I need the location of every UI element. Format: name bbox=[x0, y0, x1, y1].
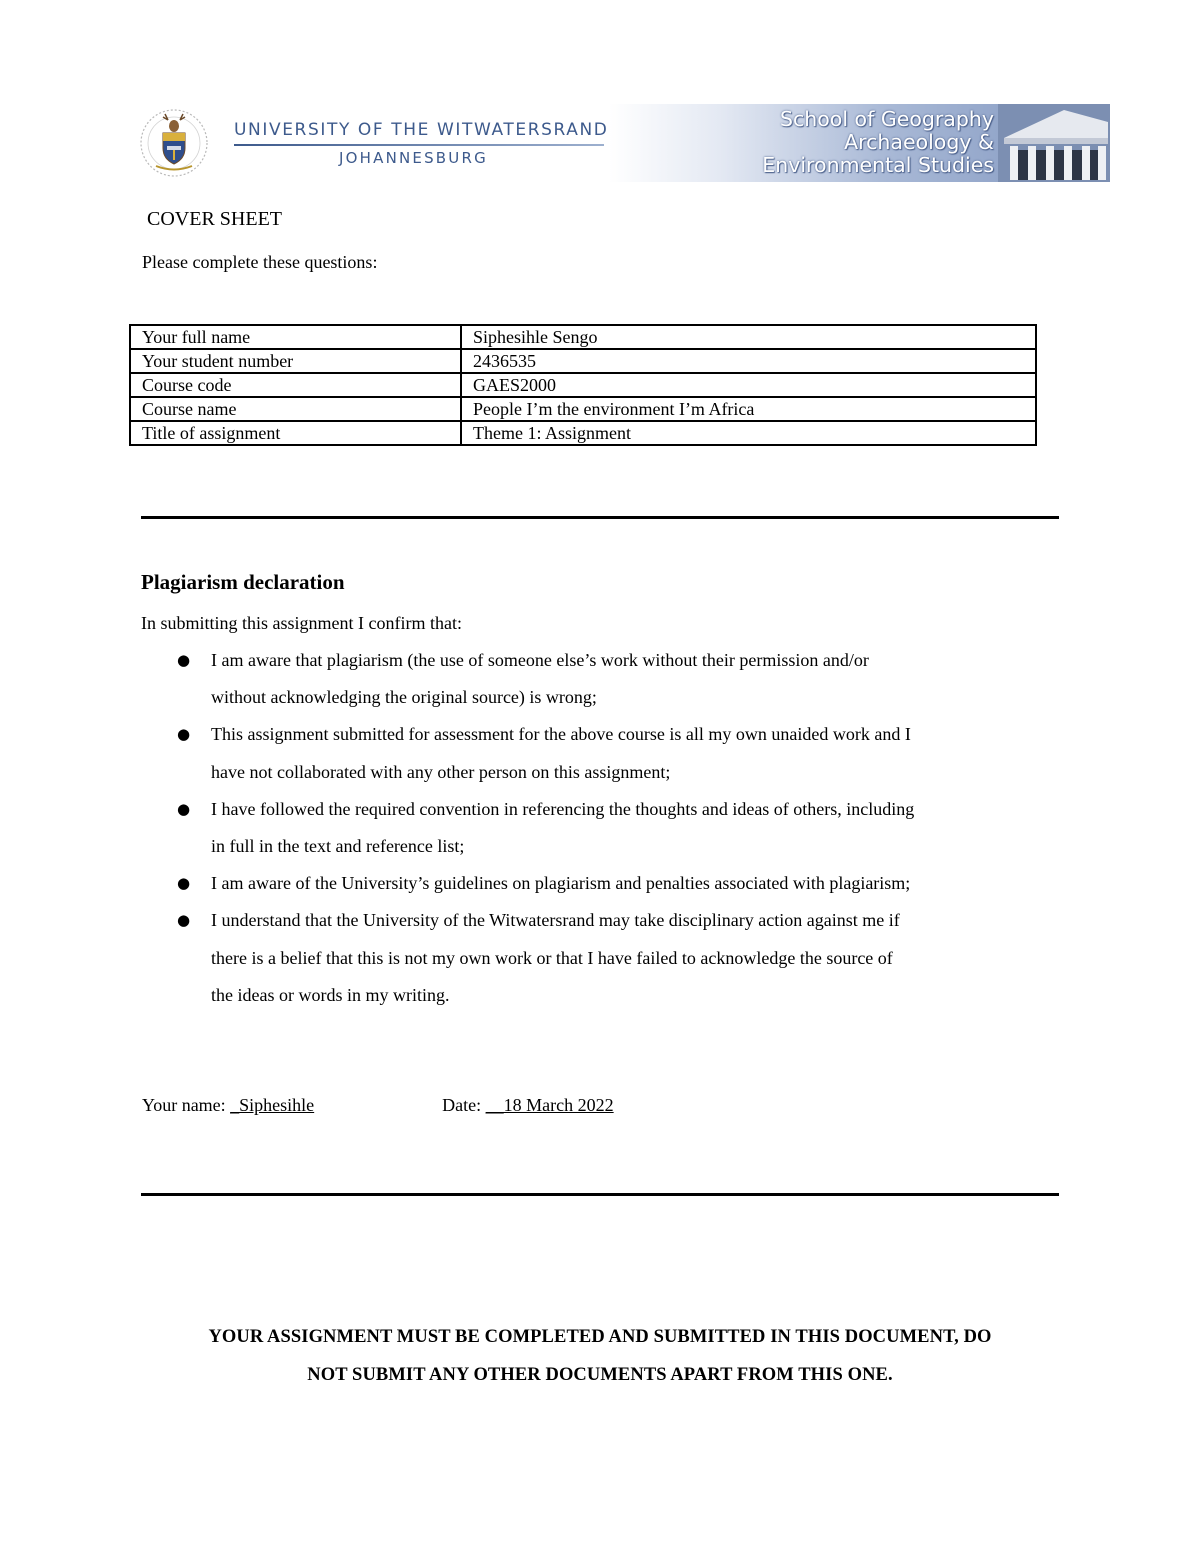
university-name: UNIVERSITY OF THE WITWATERSRAND bbox=[234, 120, 609, 140]
section-divider-bottom bbox=[141, 1193, 1059, 1196]
list-item bbox=[177, 642, 1071, 716]
list-item-line: without acknowledging the original source) is wrong; bbox=[211, 687, 597, 708]
list-item bbox=[177, 902, 1071, 1014]
bullet-icon: ● bbox=[177, 725, 191, 744]
bullet-icon: ● bbox=[177, 874, 191, 893]
school-name bbox=[762, 108, 994, 177]
bullet-icon: ● bbox=[177, 651, 191, 669]
table-row bbox=[130, 373, 1036, 397]
course-code-label: Course code bbox=[130, 373, 461, 397]
school-name-line-1: School of Geography bbox=[779, 107, 994, 131]
student-info-table bbox=[129, 324, 1037, 446]
table-row bbox=[130, 325, 1036, 349]
bullet-icon: ● bbox=[177, 799, 191, 818]
list-item-line: This assignment submitted for assessment for the above course is all my own unaided work and I bbox=[211, 724, 911, 745]
bullet-icon: ● bbox=[177, 911, 191, 930]
list-item bbox=[177, 716, 1071, 790]
list-item bbox=[177, 865, 1071, 902]
submission-instruction-line-1: YOUR ASSIGNMENT MUST BE COMPLETED AND SUBMITTED IN THIS DOCUMENT, DO bbox=[208, 1327, 992, 1347]
student-number-label: Your student number bbox=[130, 349, 461, 373]
date-value: __18 March 2022 bbox=[485, 1095, 614, 1115]
signature-row bbox=[142, 1095, 614, 1116]
section-divider-top bbox=[141, 516, 1059, 519]
table-row bbox=[130, 397, 1036, 421]
table-row bbox=[130, 349, 1036, 373]
declaration-list bbox=[177, 642, 1071, 1014]
building-facade-icon bbox=[998, 104, 1110, 182]
course-code-value: GAES2000 bbox=[461, 373, 1036, 397]
submission-instruction-line-2: NOT SUBMIT ANY OTHER DOCUMENTS APART FROM THIS ONE. bbox=[307, 1365, 893, 1385]
school-banner bbox=[609, 104, 1110, 182]
cover-instruction: Please complete these questions: bbox=[142, 252, 378, 272]
course-name-value: People I’m the environment I’m Africa bbox=[461, 397, 1036, 421]
list-item-line: I am aware of the University’s guidelines on plagiarism and penalties associated with plagiarism; bbox=[211, 873, 911, 894]
university-crest-icon bbox=[138, 106, 210, 180]
date-label: Date: bbox=[442, 1095, 486, 1115]
list-item-line: there is a belief that this is not my own work or that I have failed to acknowledge the source of bbox=[211, 947, 893, 968]
cover-sheet-title: COVER SHEET bbox=[147, 208, 282, 230]
list-item-line: I am aware that plagiarism (the use of someone else’s work without their permission and/or bbox=[211, 650, 869, 670]
full-name-value: Siphesihle Sengo bbox=[461, 325, 1036, 349]
school-name-line-3: Environmental Studies bbox=[762, 153, 994, 177]
assignment-title-label: Title of assignment bbox=[130, 421, 461, 445]
university-name-rule bbox=[234, 144, 604, 146]
full-name-label: Your full name bbox=[130, 325, 461, 349]
plagiarism-declaration-heading: Plagiarism declaration bbox=[141, 570, 345, 594]
declaration-intro: In submitting this assignment I confirm that: bbox=[141, 613, 462, 633]
assignment-title-value: Theme 1: Assignment bbox=[461, 421, 1036, 445]
name-label: Your name: bbox=[142, 1095, 231, 1115]
list-item-line: the ideas or words in my writing. bbox=[211, 984, 450, 1005]
student-number-value: 2436535 bbox=[461, 349, 1036, 373]
list-item-line: I understand that the University of the Witwatersrand may take disciplinary action against me if bbox=[211, 910, 900, 931]
name-value: _Siphesihle bbox=[230, 1095, 315, 1115]
table-row bbox=[130, 421, 1036, 445]
course-name-label: Course name bbox=[130, 397, 461, 421]
header-banner bbox=[134, 104, 1110, 182]
list-item bbox=[177, 791, 1071, 865]
list-item-line: I have followed the required convention in referencing the thoughts and ideas of others, including bbox=[211, 798, 915, 819]
school-name-line-2: Archaeology & bbox=[844, 130, 994, 154]
submission-instruction bbox=[100, 1318, 1100, 1394]
list-item-line: have not collaborated with any other person on this assignment; bbox=[211, 761, 671, 782]
university-city: JOHANNESBURG bbox=[339, 149, 488, 167]
list-item-line: in full in the text and reference list; bbox=[211, 836, 465, 857]
